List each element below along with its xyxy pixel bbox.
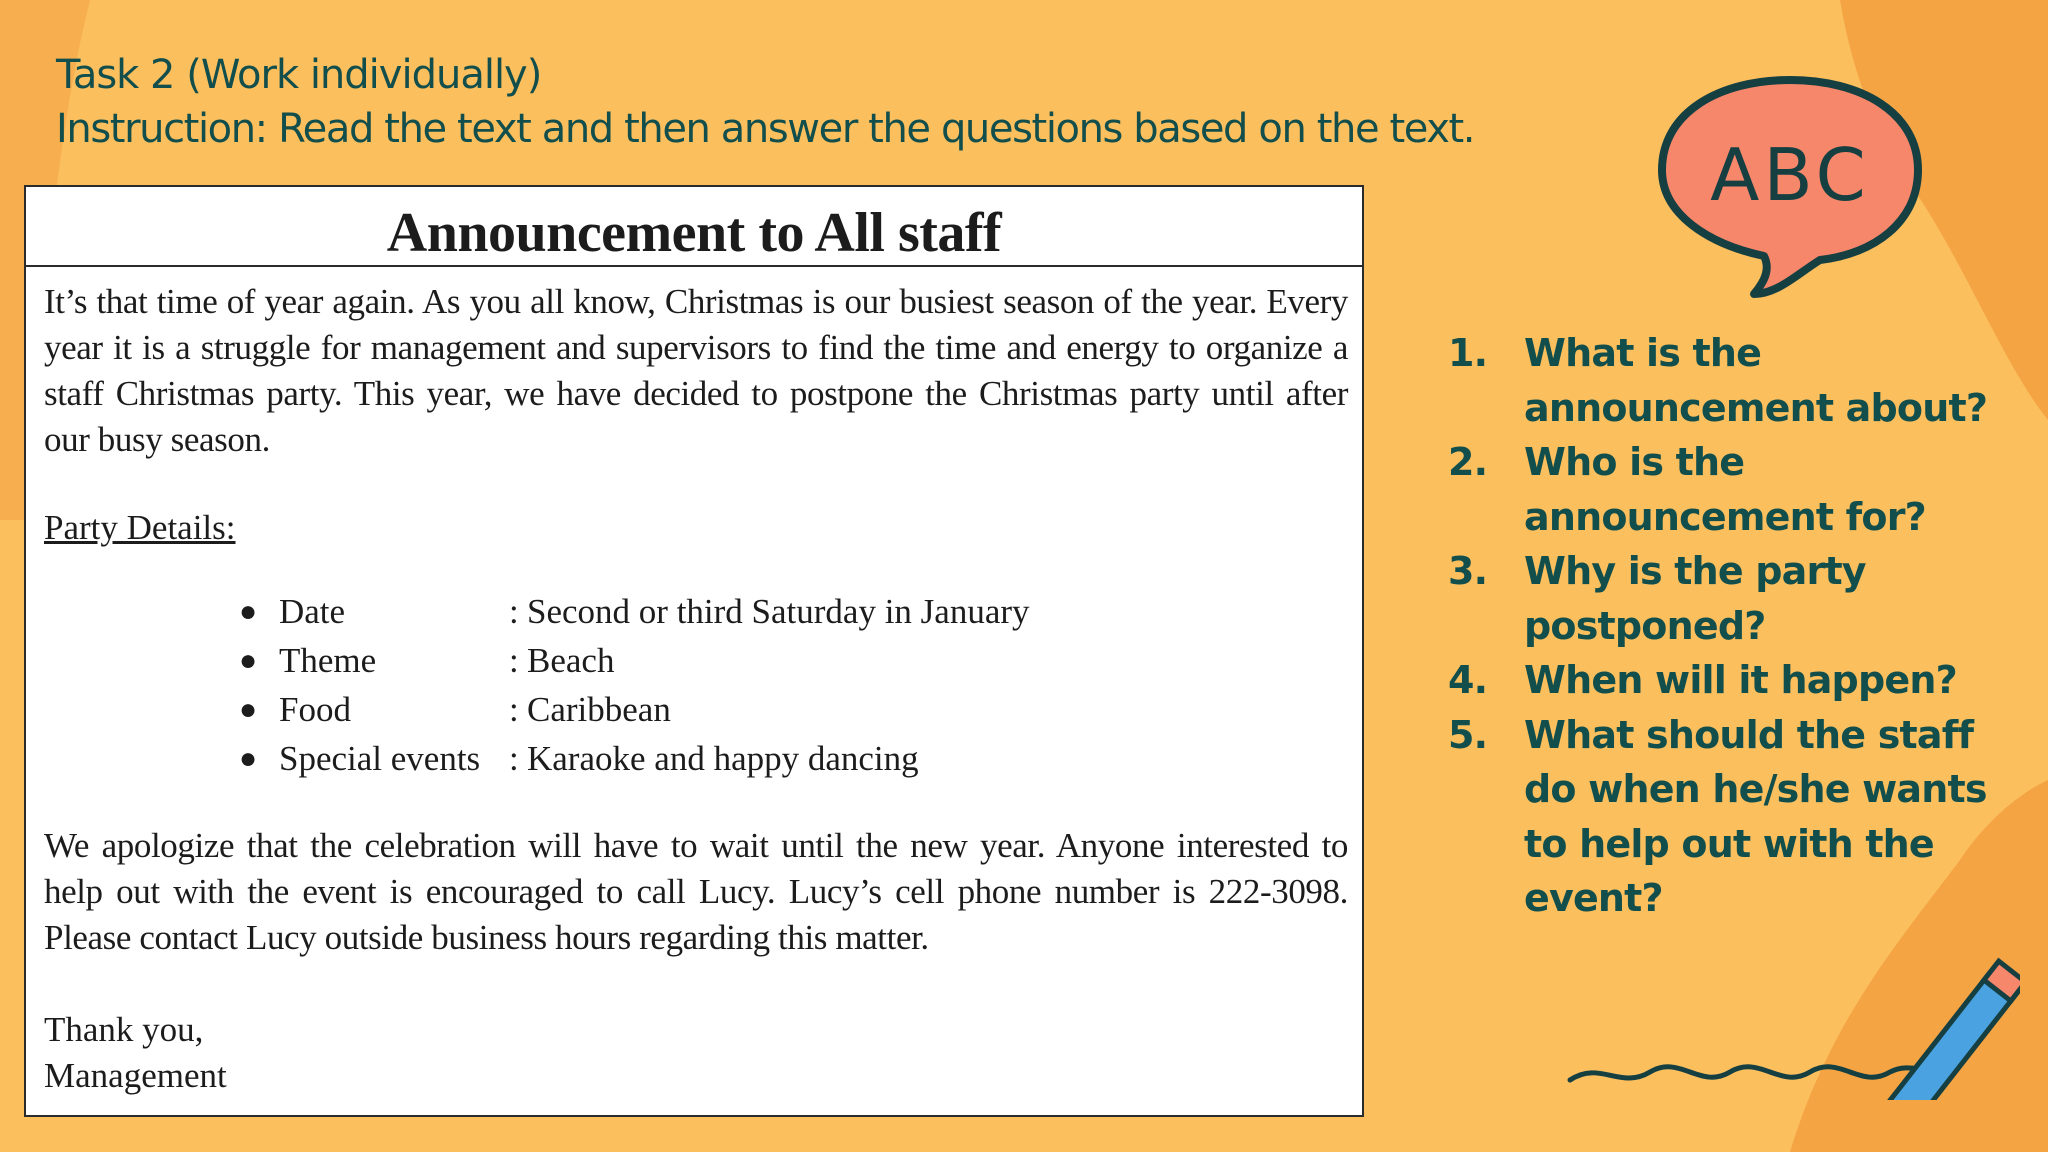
- question-number: 3.: [1448, 549, 1488, 593]
- detail-label: Theme: [279, 640, 377, 680]
- detail-value: Caribbean: [527, 689, 671, 729]
- detail-value: Beach: [527, 640, 615, 680]
- detail-value: Second or third Saturday in January: [527, 591, 1030, 631]
- question-number: 1.: [1448, 331, 1488, 375]
- detail-label: Food: [279, 689, 351, 729]
- question-text: What should the staff do when he/she wants to help out with the event?: [1524, 712, 1987, 920]
- question-item: [1448, 708, 2008, 926]
- detail-item-food: [239, 685, 1348, 734]
- announcement-title-row: [26, 187, 1362, 267]
- announcement-body: [26, 279, 1362, 1099]
- detail-label: Date: [279, 591, 346, 631]
- question-number: 4.: [1448, 658, 1488, 702]
- detail-item-date: [239, 587, 1348, 636]
- signature-text: Management: [44, 1056, 227, 1095]
- party-details-list: [44, 587, 1348, 783]
- detail-item-theme: [239, 636, 1348, 685]
- question-text: Why is the party postponed?: [1524, 549, 1866, 648]
- announcement-paragraph-1: It’s that time of year again. As you all know, Christmas is our busiest season of the year. Every year it is a struggle for management and supervisors to find the time and energy to organize a staff Christmas party. This year, we have decided to postpone the Christmas party until after our busy season.: [44, 282, 1348, 459]
- question-number: 2.: [1448, 440, 1488, 484]
- bullet-icon: ●: [239, 741, 258, 775]
- announcement-paragraph-2: We apologize that the celebration will have to wait until the new year. Anyone interested to help out with the event is encouraged to call Lucy. Lucy’s cell phone number is 222-3098. Please contact Lucy outside business hours regarding this matter.: [44, 826, 1348, 957]
- announcement-document: [24, 185, 1364, 1117]
- bullet-icon: ●: [239, 594, 258, 628]
- party-details-heading: Party Details:: [44, 508, 236, 547]
- question-item: [1448, 544, 2008, 653]
- instruction-text: Instruction: Read the text and then answer the questions based on the text.: [56, 106, 1475, 152]
- question-text: What is the announcement about?: [1524, 331, 1988, 430]
- detail-item-special-events: [239, 734, 1348, 783]
- speech-bubble-icon: [1650, 72, 1930, 302]
- question-text: When will it happen?: [1524, 658, 1957, 702]
- pencil-icon: [1560, 940, 2020, 1100]
- task-title: Task 2 (Work individually): [56, 52, 542, 98]
- detail-separator: :: [509, 591, 519, 631]
- announcement-title: Announcement to All staff: [386, 202, 1002, 264]
- question-number: 5.: [1448, 712, 1488, 757]
- detail-separator: :: [509, 640, 519, 680]
- question-text: Who is the announcement for?: [1524, 440, 1926, 539]
- questions-list: [1448, 326, 2008, 926]
- question-item: [1448, 435, 2008, 544]
- bullet-icon: ●: [239, 643, 258, 677]
- squiggle-line: [1570, 1067, 1940, 1080]
- detail-separator: :: [509, 738, 519, 778]
- bullet-icon: ●: [239, 692, 258, 726]
- detail-label: Special events: [279, 738, 481, 778]
- detail-value: Karaoke and happy dancing: [527, 738, 919, 778]
- question-item: [1448, 653, 2008, 708]
- bubble-text: ABC: [1710, 133, 1870, 217]
- closing-text: Thank you,: [44, 1010, 204, 1049]
- question-item: [1448, 326, 2008, 435]
- detail-separator: :: [509, 689, 519, 729]
